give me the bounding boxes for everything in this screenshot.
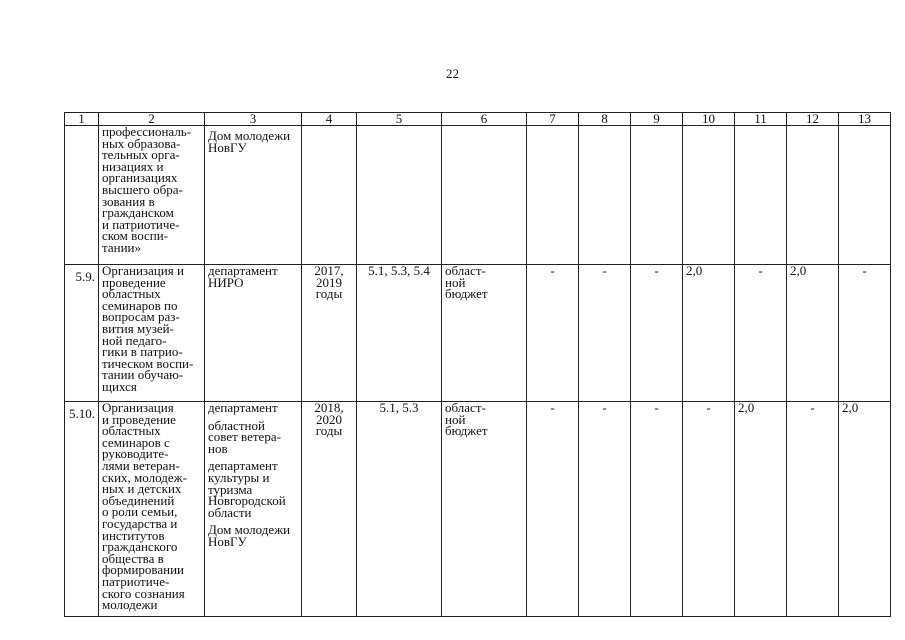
amount-cell-13: 2,0 [839, 402, 891, 617]
text-line: руководите- [102, 446, 169, 462]
amount-cell-8: - [579, 402, 631, 617]
text-line: областной [208, 417, 265, 433]
amount-cell-13 [839, 126, 891, 265]
amount-cell-7 [527, 126, 579, 265]
text-line: щихся [102, 378, 137, 394]
header-cell-11: 11 [735, 113, 787, 126]
amount-cell-12: 2,0 [787, 265, 839, 402]
event-name-cell [99, 126, 205, 265]
header-cell-9: 9 [631, 113, 683, 126]
text-line: общества в [102, 550, 164, 566]
text-line: гики в патрио- [102, 344, 183, 360]
amount-cell-12: - [787, 402, 839, 617]
funding-source-cell [442, 265, 527, 402]
text-line: областных [102, 286, 161, 302]
responsible-cell [205, 402, 302, 617]
text-line: 2018, [314, 401, 344, 415]
text-line: лями ветеран- [102, 457, 180, 473]
responsible-cell [205, 265, 302, 402]
text-line: годы [315, 423, 343, 439]
period-cell [302, 402, 357, 617]
text-line: зования в [102, 193, 155, 209]
text-line: ных образова- [102, 135, 181, 151]
text-line: высшего обра- [102, 181, 183, 197]
amount-cell-11 [735, 126, 787, 265]
text-line: област- [445, 401, 486, 415]
text-line: семинаров по [102, 297, 178, 313]
amount-cell-12 [787, 126, 839, 265]
text-line: ских, молодеж- [102, 469, 187, 485]
text-line: бюджет [445, 423, 488, 439]
text-line: тании обучаю- [102, 367, 184, 383]
text-line: совет ветера- [208, 429, 281, 445]
responsible-cell [205, 126, 302, 265]
amount-cell-10: 2,0 [683, 265, 735, 402]
program-table [64, 112, 891, 617]
text-line: Организация [102, 401, 174, 415]
text-line: НовГУ [208, 139, 247, 155]
funding-source-cell [442, 402, 527, 617]
text-line: туризма [208, 481, 253, 497]
header-cell-7: 7 [527, 113, 579, 126]
responsible-party [208, 402, 298, 414]
text-line: тическом воспи- [102, 355, 194, 371]
targets-cell: 5.1, 5.3 [357, 402, 442, 617]
responsible-party [208, 130, 298, 153]
targets-cell: 5.1, 5.3, 5.4 [357, 265, 442, 402]
period-cell [302, 265, 357, 402]
text-line: вития музей- [102, 320, 174, 336]
header-cell-5: 5 [357, 113, 442, 126]
amount-cell-9 [631, 126, 683, 265]
responsible-party [208, 417, 298, 456]
header-cell-3: 3 [205, 113, 302, 126]
text-line: организациях [102, 170, 178, 186]
text-line: низациях и [102, 158, 164, 174]
responsible-party [208, 460, 298, 518]
text-line: и проведение [102, 411, 176, 427]
header-cell-8: 8 [579, 113, 631, 126]
amount-cell-9: - [631, 402, 683, 617]
table-row [65, 126, 891, 265]
period-cell [302, 126, 357, 265]
item-number: 5.9. [65, 265, 99, 402]
text-line: 2019 [316, 274, 342, 290]
amount-cell-8 [579, 126, 631, 265]
item-number: 5.10. [65, 402, 99, 617]
amount-cell-7: - [527, 402, 579, 617]
amount-cell-7: - [527, 265, 579, 402]
responsible-party [208, 265, 298, 288]
table-row [65, 265, 891, 402]
text-line: ского сознания [102, 585, 185, 601]
event-name-cell [99, 265, 205, 402]
text-line: Новгородской [208, 493, 286, 509]
text-line: области [208, 504, 252, 520]
text-line: департамент [208, 264, 278, 278]
text-line: областных [102, 423, 161, 439]
text-line: Организация и [102, 264, 184, 278]
text-line: ском воспи- [102, 228, 169, 244]
header-cell-6: 6 [442, 113, 527, 126]
text-line: патриотиче- [102, 573, 170, 589]
text-line: гражданского [102, 539, 178, 555]
amount-cell-13: - [839, 265, 891, 402]
item-number [65, 126, 99, 265]
text-line: НовГУ [208, 533, 247, 549]
text-line: НИРО [208, 274, 244, 290]
text-line: нов [208, 440, 228, 456]
text-line: Дом молодежи [208, 128, 291, 143]
text-line: профессиональ- [102, 125, 192, 139]
text-line: ной [445, 411, 466, 427]
text-line: государства и [102, 515, 178, 531]
funding-source-cell [442, 126, 527, 265]
text-line: Дом молодежи [208, 522, 291, 538]
text-line: 2017, [314, 264, 344, 278]
header-cell-4: 4 [302, 113, 357, 126]
text-line: 2020 [316, 411, 342, 427]
header-cell-12: 12 [787, 113, 839, 126]
header-row [65, 113, 891, 126]
text-line: департамент [208, 458, 278, 474]
responsible-party [208, 524, 298, 547]
text-line: гражданском [102, 205, 174, 221]
text-line: тельных орга- [102, 147, 180, 163]
text-line: формировании [102, 562, 185, 578]
text-line: ной [445, 274, 466, 290]
event-name-cell [99, 402, 205, 617]
amount-cell-10: - [683, 402, 735, 617]
text-line: ных и детских [102, 481, 182, 497]
text-line: проведение [102, 274, 166, 290]
header-cell-13: 13 [839, 113, 891, 126]
text-line: бюджет [445, 286, 488, 302]
text-line: департамент [208, 401, 278, 415]
amount-cell-8: - [579, 265, 631, 402]
targets-cell [357, 126, 442, 265]
text-line: годы [315, 286, 343, 302]
text-line: институтов [102, 527, 165, 543]
text-line: объединений [102, 492, 175, 508]
text-line: семинаров с [102, 434, 170, 450]
amount-cell-11: 2,0 [735, 402, 787, 617]
text-line: тании» [102, 239, 141, 255]
text-line: ной педаго- [102, 332, 167, 348]
text-line: о роли семьи, [102, 504, 178, 520]
text-line: молодежи [102, 597, 158, 613]
header-cell-2: 2 [99, 113, 205, 126]
header-cell-1: 1 [65, 113, 99, 126]
text-line: культуры и [208, 469, 270, 485]
amount-cell-11: - [735, 265, 787, 402]
text-line: и патриотиче- [102, 216, 180, 232]
table-row [65, 402, 891, 617]
header-cell-10: 10 [683, 113, 735, 126]
page-number: 22 [446, 66, 459, 81]
text-line: вопросам раз- [102, 309, 180, 325]
amount-cell-10 [683, 126, 735, 265]
amount-cell-9: - [631, 265, 683, 402]
text-line: област- [445, 264, 486, 278]
